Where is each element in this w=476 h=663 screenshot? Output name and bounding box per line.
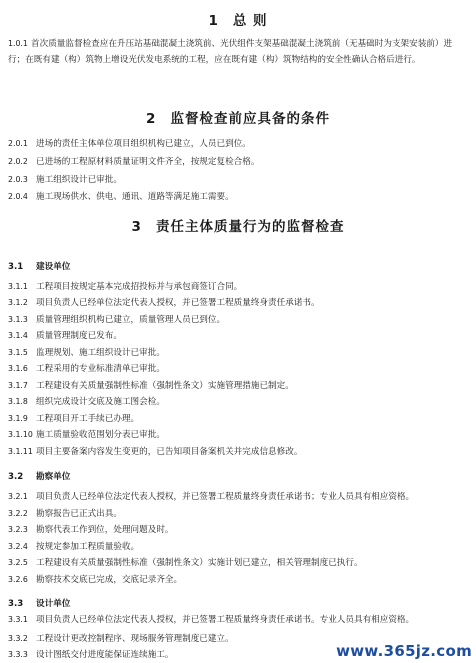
clause-3-1-6 (8, 363, 468, 375)
clause-number: 3.2.5 (8, 558, 28, 567)
clause-number: 3.3.2 (8, 634, 28, 643)
clause-number: 3.2.1 (8, 492, 28, 501)
clause-2-0-2 (8, 156, 468, 168)
clause-number: 3.1.5 (8, 348, 28, 357)
clause-number: 2.0.4 (8, 192, 28, 201)
clause-text: 勘察代表工作到位，处理问题及时。 (36, 525, 174, 535)
subsection-number: 3.3 (8, 599, 24, 609)
clause-text: 设计图纸交付进度能保证连续施工。 (36, 650, 174, 660)
clause-3-2-4 (8, 541, 468, 553)
clause-3-1-5 (8, 347, 468, 359)
clause-number: 3.1.9 (8, 414, 28, 423)
subsection-3-2-heading (8, 471, 70, 483)
clause-text: 首次质量监督检查应在升压站基础混凝土浇筑前、光伏组件支架基础混凝土浇筑前（无基础时为支架安装前）进行；在既有建（构）筑物上增设光伏发电系统的工程，应在既有建（构）筑物结构的安全性确认合格后进行。 (8, 39, 453, 65)
clause-1-0-1 (8, 36, 466, 68)
clause-text: 监理规划、施工组织设计已审批。 (36, 348, 165, 358)
clause-number: 3.2.6 (8, 575, 28, 584)
clause-text: 施工现场供水、供电、通讯、道路等满足施工需要。 (36, 192, 234, 202)
section-1-heading (0, 13, 476, 29)
site-watermark: www.365jz.com (336, 642, 472, 660)
clause-3-1-2 (8, 297, 468, 309)
clause-text: 工程建设有关质量强制性标准（强制性条文）实施管理措施已制定。 (36, 381, 294, 391)
clause-2-0-3 (8, 174, 468, 186)
section-3-heading (0, 219, 476, 235)
clause-text: 项目负责人已经单位法定代表人授权，并已签署工程质量终身责任承诺书。 (36, 298, 320, 308)
subsection-number: 3.1 (8, 262, 24, 272)
clause-3-2-6 (8, 574, 468, 586)
section-number: 2 (146, 111, 157, 127)
clause-number: 2.0.1 (8, 139, 28, 148)
clause-text: 项目负责人已经单位法定代表人授权，并已签署工程质量终身责任承诺书；专业人员具有相应资格。 (36, 492, 415, 502)
clause-3-1-4 (8, 330, 468, 342)
clause-3-3-1 (8, 612, 466, 628)
clause-number: 3.2.2 (8, 509, 28, 518)
subsection-title: 勘察单位 (36, 472, 71, 482)
section-2-heading (0, 111, 476, 127)
clause-3-2-5 (8, 557, 468, 569)
clause-number: 3.1.7 (8, 381, 28, 390)
clause-text: 施工质量验收范围划分表已审批。 (36, 430, 165, 440)
clause-text: 进场的责任主体单位项目组织机构已建立，人员已到位。 (36, 139, 251, 149)
subsection-3-1-heading (8, 261, 70, 273)
clause-text: 质量管理组织机构已建立，质量管理人员已到位。 (36, 315, 226, 325)
clause-3-1-7 (8, 380, 468, 392)
clause-text: 勘察报告已正式出具。 (36, 509, 122, 519)
clause-text: 勘察技术交底已完成，交底记录齐全。 (36, 575, 183, 585)
clause-text: 工程项目开工手续已办理。 (36, 414, 140, 424)
section-title: 监督检查前应具备的条件 (170, 111, 330, 127)
clause-number: 3.1.6 (8, 364, 28, 373)
clause-number: 3.3.1 (8, 615, 28, 624)
clause-3-1-3 (8, 314, 468, 326)
clause-3-1-9 (8, 413, 468, 425)
clause-text: 工程设计更改控制程序、现场服务管理制度已建立。 (36, 634, 234, 644)
clause-text: 组织完成设计交底及施工图会检。 (36, 397, 165, 407)
clause-number: 3.2.3 (8, 525, 28, 534)
subsection-title: 建设单位 (36, 262, 71, 272)
clause-3-2-1 (8, 491, 468, 503)
clause-number: 3.1.10 (8, 430, 33, 439)
clause-3-1-10 (8, 429, 468, 441)
clause-text: 工程建设有关质量强制性标准（强制性条文）实施计划已建立，相关管理制度已执行。 (36, 558, 363, 568)
subsection-number: 3.2 (8, 472, 24, 482)
clause-text: 质量管理制度已发布。 (36, 331, 122, 341)
clause-3-1-1 (8, 281, 468, 293)
clause-2-0-1 (8, 138, 468, 150)
clause-text: 工程项目按规定基本完成招投标并与承包商签订合同。 (36, 282, 243, 292)
clause-text: 项目负责人已经单位法定代表人授权，并已签署工程质量终身责任承诺书。专业人员具有相应资格。 (36, 615, 415, 625)
clause-number: 3.1.1 (8, 282, 28, 291)
clause-3-2-2 (8, 508, 468, 520)
clause-text: 施工组织设计已审批。 (36, 175, 122, 185)
section-title: 责任主体质量行为的监督检查 (155, 219, 345, 235)
subsection-title: 设计单位 (36, 599, 71, 609)
clause-number: 3.1.3 (8, 315, 28, 324)
clause-number: 3.1.4 (8, 331, 28, 340)
clause-3-1-8 (8, 396, 468, 408)
clause-number: 3.1.2 (8, 298, 28, 307)
section-title: 总 则 (232, 13, 268, 29)
clause-number: 3.3.3 (8, 650, 28, 659)
clause-number: 1.0.1 (8, 39, 28, 48)
clause-2-0-4 (8, 191, 468, 203)
section-number: 3 (131, 219, 142, 235)
clause-number: 3.1.8 (8, 397, 28, 406)
clause-number: 3.2.4 (8, 542, 28, 551)
clause-text: 工程采用的专业标准清单已审批。 (36, 364, 165, 374)
clause-number: 2.0.2 (8, 157, 28, 166)
clause-text: 项目主要备案内容发生变更的，已告知项目备案机关并完成信息修改。 (36, 447, 303, 457)
clause-3-1-11 (8, 446, 468, 458)
clause-number: 2.0.3 (8, 175, 28, 184)
clause-text: 按规定参加工程质量验收。 (36, 542, 140, 552)
clause-3-2-3 (8, 524, 468, 536)
subsection-3-3-heading (8, 598, 70, 610)
clause-number: 3.1.11 (8, 447, 33, 456)
clause-text: 已进场的工程原材料质量证明文件齐全，按规定复检合格。 (36, 157, 260, 167)
section-number: 1 (208, 13, 219, 29)
